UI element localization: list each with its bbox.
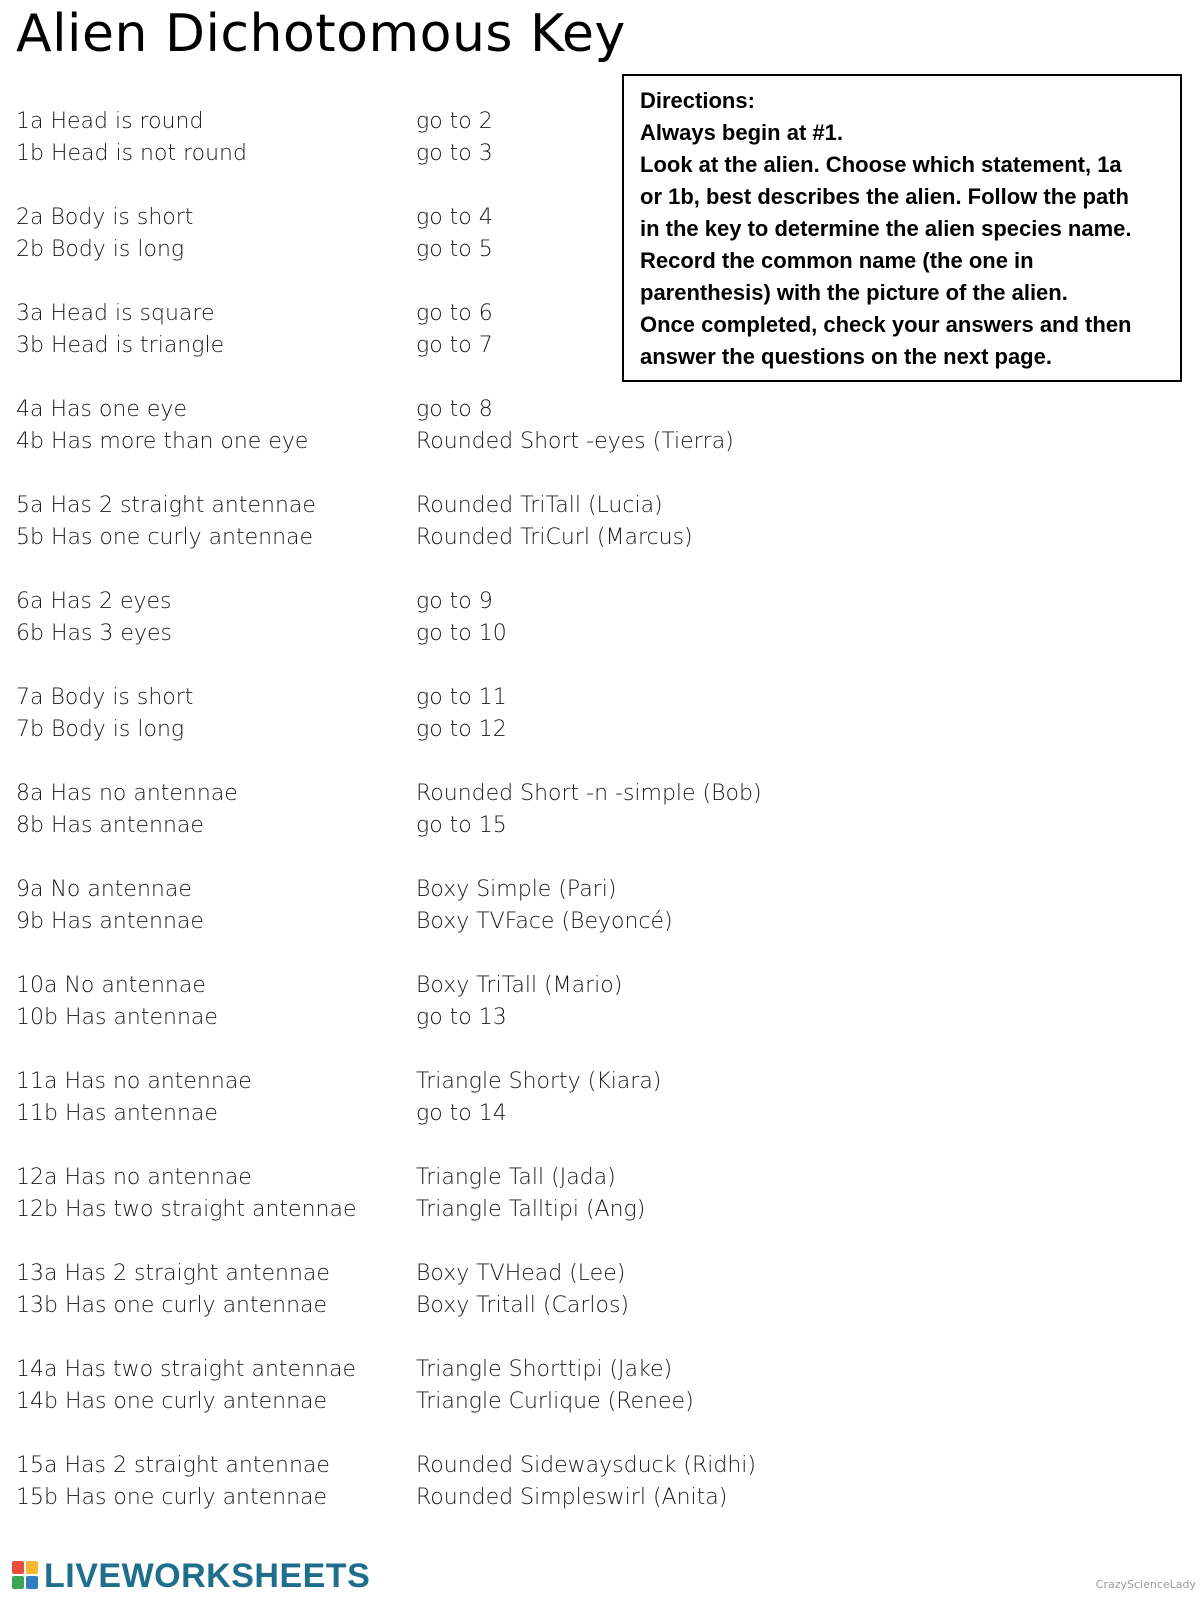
key-row [16, 1258, 1016, 1290]
key-couplet [16, 1354, 1016, 1418]
key-result: go to 11 [416, 685, 507, 710]
key-result: go to 15 [416, 813, 507, 838]
key-couplet [16, 1066, 1016, 1130]
key-result: go to 13 [416, 1005, 507, 1030]
dichotomous-key [16, 106, 1016, 1546]
key-couplet [16, 106, 1016, 170]
logo-square [12, 1561, 24, 1574]
key-result: go to 6 [416, 301, 493, 326]
key-statement: 3b Head is triangle [16, 333, 225, 358]
key-row [16, 618, 1016, 650]
key-statement: 12b Has two straight antennae [16, 1197, 357, 1222]
key-row [16, 906, 1016, 938]
key-row [16, 1290, 1016, 1322]
logo-square [26, 1576, 38, 1589]
key-result: Boxy TVFace (Beyoncé) [416, 909, 673, 934]
key-statement: 7a Body is short [16, 685, 194, 710]
key-row [16, 426, 1016, 458]
directions-line: Once completed, check your answers and then [640, 312, 1132, 337]
key-row [16, 330, 1016, 362]
key-row [16, 394, 1016, 426]
logo-text: LIVEWORKSHEETS [44, 1556, 371, 1595]
key-result: go to 9 [416, 589, 493, 614]
key-result: Triangle Shorttipi (Jake) [416, 1357, 673, 1382]
key-result: Rounded TriCurl (Marcus) [416, 525, 693, 550]
key-result: go to 8 [416, 397, 493, 422]
key-row [16, 1354, 1016, 1386]
key-row [16, 970, 1016, 1002]
key-result: Triangle Talltipi (Ang) [416, 1197, 646, 1222]
key-result: Boxy TVHead (Lee) [416, 1261, 626, 1286]
key-statement: 1b Head is not round [16, 141, 247, 166]
key-statement: 1a Head is round [16, 109, 204, 134]
key-statement: 9b Has antennae [16, 909, 204, 934]
directions-line: in the key to determine the alien species name. [640, 216, 1132, 241]
directions-line: Record the common name (the one in [640, 248, 1034, 273]
key-statement: 10a No antennae [16, 973, 206, 998]
key-statement: 6b Has 3 eyes [16, 621, 172, 646]
key-row [16, 1162, 1016, 1194]
key-row [16, 1386, 1016, 1418]
key-row [16, 298, 1016, 330]
key-row [16, 522, 1016, 554]
key-row [16, 1194, 1016, 1226]
key-statement: 14a Has two straight antennae [16, 1357, 357, 1382]
key-statement: 11a Has no antennae [16, 1069, 252, 1094]
key-row [16, 586, 1016, 618]
key-row [16, 490, 1016, 522]
key-result: go to 14 [416, 1101, 507, 1126]
key-result: go to 4 [416, 205, 493, 230]
key-couplet [16, 1258, 1016, 1322]
key-couplet [16, 682, 1016, 746]
key-couplet [16, 298, 1016, 362]
key-result: Boxy TriTall (Mario) [416, 973, 623, 998]
logo-square [26, 1561, 38, 1574]
key-statement: 15a Has 2 straight antennae [16, 1453, 330, 1478]
directions-line: answer the questions on the next page. [640, 344, 1052, 369]
key-statement: 13a Has 2 straight antennae [16, 1261, 330, 1286]
key-statement: 13b Has one curly antennae [16, 1293, 328, 1318]
key-row [16, 1482, 1016, 1514]
key-row [16, 778, 1016, 810]
key-statement: 6a Has 2 eyes [16, 589, 172, 614]
key-row [16, 874, 1016, 906]
key-couplet [16, 970, 1016, 1034]
logo-square [12, 1576, 24, 1589]
directions-line: or 1b, best describes the alien. Follow the path [640, 184, 1129, 209]
key-result: go to 2 [416, 109, 493, 134]
key-statement: 3a Head is square [16, 301, 215, 326]
key-result: go to 5 [416, 237, 493, 262]
key-result: Triangle Curlique (Renee) [416, 1389, 694, 1414]
key-couplet [16, 202, 1016, 266]
key-row [16, 106, 1016, 138]
key-statement: 12a Has no antennae [16, 1165, 252, 1190]
key-statement: 5b Has one curly antennae [16, 525, 314, 550]
key-statement: 2a Body is short [16, 205, 194, 230]
key-row [16, 1450, 1016, 1482]
key-statement: 14b Has one curly antennae [16, 1389, 328, 1414]
key-statement: 8b Has antennae [16, 813, 204, 838]
key-result: Rounded Sidewaysduck (Ridhi) [416, 1453, 756, 1478]
key-result: Triangle Tall (Jada) [416, 1165, 616, 1190]
key-result: Rounded TriTall (Lucia) [416, 493, 663, 518]
key-row [16, 714, 1016, 746]
key-couplet [16, 394, 1016, 458]
directions-line: Always begin at #1. [640, 120, 843, 145]
key-result: go to 7 [416, 333, 493, 358]
directions-line: parenthesis) with the picture of the alien. [640, 280, 1068, 305]
key-row [16, 202, 1016, 234]
page-title: Alien Dichotomous Key [16, 4, 626, 64]
key-statement: 2b Body is long [16, 237, 185, 262]
key-statement: 11b Has antennae [16, 1101, 218, 1126]
key-result: go to 3 [416, 141, 493, 166]
key-couplet [16, 874, 1016, 938]
key-row [16, 682, 1016, 714]
key-couplet [16, 778, 1016, 842]
key-row [16, 138, 1016, 170]
key-statement: 4a Has one eye [16, 397, 187, 422]
key-row [16, 234, 1016, 266]
key-statement: 4b Has more than one eye [16, 429, 309, 454]
key-result: Rounded Short -n -simple (Bob) [416, 781, 762, 806]
key-statement: 15b Has one curly antennae [16, 1485, 328, 1510]
key-statement: 8a Has no antennae [16, 781, 238, 806]
key-result: Boxy Simple (Pari) [416, 877, 617, 902]
liveworksheets-logo-icon [12, 1561, 40, 1591]
key-couplet [16, 490, 1016, 554]
key-couplet [16, 1450, 1016, 1514]
key-statement: 7b Body is long [16, 717, 185, 742]
key-row [16, 810, 1016, 842]
key-result: Boxy Tritall (Carlos) [416, 1293, 629, 1318]
key-row [16, 1066, 1016, 1098]
liveworksheets-logo [12, 1558, 370, 1594]
key-result: Triangle Shorty (Kiara) [416, 1069, 662, 1094]
key-couplet [16, 586, 1016, 650]
key-statement: 9a No antennae [16, 877, 192, 902]
key-row [16, 1002, 1016, 1034]
key-statement: 10b Has antennae [16, 1005, 218, 1030]
key-couplet [16, 1162, 1016, 1226]
key-result: go to 12 [416, 717, 507, 742]
key-result: Rounded Simpleswirl (Anita) [416, 1485, 728, 1510]
directions-line: Look at the alien. Choose which statement, 1a [640, 152, 1122, 177]
key-row [16, 1098, 1016, 1130]
author-credit: CrazyScienceLady [1095, 1578, 1196, 1591]
directions-line: Directions: [640, 88, 755, 113]
key-result: go to 10 [416, 621, 507, 646]
key-statement: 5a Has 2 straight antennae [16, 493, 316, 518]
key-result: Rounded Short -eyes (Tierra) [416, 429, 734, 454]
